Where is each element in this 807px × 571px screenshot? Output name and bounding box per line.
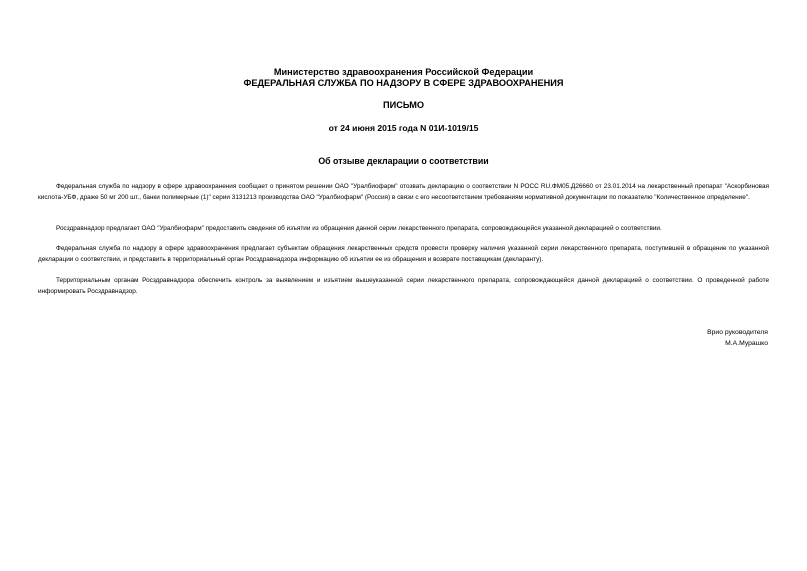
paragraph-3 <box>38 243 769 265</box>
paragraph-2 <box>38 223 769 234</box>
paragraph-text: Федеральная служба по надзору в сфере здравоохранения сообщает о принятом решении ОАО "Уралбиофарм" отозвать декларацию о соответствии N РОСС RU.ФМ05.Д26660 от 23.01.2014 на лекарственный препарат "Аскорбиновая кислота-УБФ, драже 50 мг 200 шт., банки полимерные (1)" серии 3131213 производства ОАО "Уралбиофарм" (Россия) в связи с его несоответствием требованиям нормативной документации по показателю "Количественное определение". <box>38 183 769 201</box>
paragraph-text: Федеральная служба по надзору в сфере здравоохранения предлагает субъектам обращения лекарственных средств провести проверку наличия указанной серии лекарственного препарата, поступившей в обращение по указанной декларации о соответствии, и представить в территориальный орган Росздравнадзора информацию об изъятии ее из обращения и возврате поставщикам (декларанту). <box>38 245 769 263</box>
document-header <box>0 67 807 89</box>
letter-subject: Об отзыве декларации о соответствии <box>318 156 489 166</box>
paragraph-4 <box>38 275 769 297</box>
paragraph-text: Росздравнадзор предлагает ОАО "Уралбиофарм" предоставить сведения об изъятии из обращения данной серии лекарственного препарата, сопровождающейся указанной декларацией о соответствии. <box>56 225 662 232</box>
signatory-name: М.А.Мурашко <box>725 340 768 347</box>
paragraph-1 <box>38 181 769 203</box>
letter-date-number: от 24 июня 2015 года N 01И-1019/15 <box>328 123 479 133</box>
paragraph-text: Территориальным органам Росздравнадзора обеспечить контроль за выявлением и изъятием вышеуказанной серии лекарственного препарата, сопровождающейся данной декларацией о соответствии. О проведенной работе информировать Росздравнадзор. <box>38 277 769 295</box>
letter-type: ПИСЬМО <box>382 100 425 110</box>
ministry-name: Министерство здравоохранения Российской Федерации <box>273 67 534 77</box>
signatory-position: Врио руководителя <box>707 329 768 336</box>
signature-block <box>707 327 768 349</box>
service-name: ФЕДЕРАЛЬНАЯ СЛУЖБА ПО НАДЗОРУ В СФЕРЕ ЗДРАВООХРАНЕНИЯ <box>243 78 564 88</box>
